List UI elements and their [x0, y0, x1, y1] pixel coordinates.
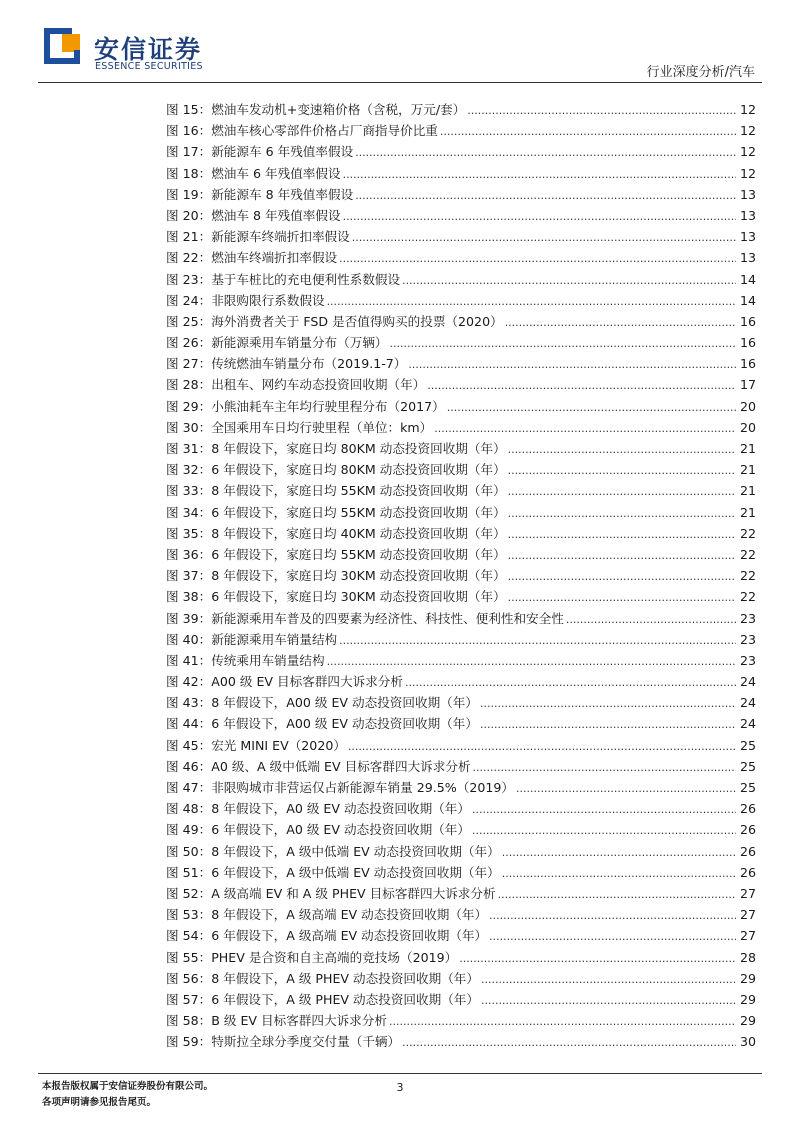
toc-entry[interactable] [166, 99, 756, 120]
dot-leader [339, 634, 736, 647]
toc-entry[interactable] [166, 226, 756, 247]
toc-entry-page: 23 [739, 610, 756, 626]
company-name-en: ESSENCE SECURITIES [95, 61, 203, 72]
toc-entry-page: 29 [739, 991, 756, 1007]
dot-leader [408, 358, 736, 371]
toc-entry[interactable] [166, 883, 756, 904]
toc-entry-label: 图 45：宏光 MINI EV（2020） [166, 737, 346, 753]
dot-leader [516, 782, 736, 795]
toc-entry[interactable] [166, 544, 756, 565]
toc-entry-page: 28 [739, 949, 756, 965]
toc-entry[interactable] [166, 989, 756, 1010]
toc-entry[interactable] [166, 459, 756, 480]
dot-leader [402, 274, 736, 287]
toc-entry[interactable] [166, 247, 756, 268]
toc-entry[interactable] [166, 925, 756, 946]
dot-leader [508, 507, 736, 520]
dot-leader [355, 189, 736, 202]
dot-leader [390, 337, 736, 350]
copyright-note: 本报告版权属于安信证券股份有限公司。 [42, 1081, 214, 1092]
dot-leader [498, 888, 736, 901]
toc-entry-page: 13 [739, 229, 756, 245]
toc-entry-label: 图 23：基于车桩比的充电便利性系数假设 [166, 271, 401, 287]
toc-entry[interactable] [166, 586, 756, 607]
report-category: 行业深度分析/汽车 [646, 65, 755, 80]
toc-entry[interactable] [166, 269, 756, 290]
toc-entry-label: 图 50：8 年假设下，A 级中低端 EV 动态投资回收期（年） [166, 843, 500, 859]
toc-entry-page: 13 [739, 250, 756, 266]
dot-leader [459, 952, 736, 965]
toc-entry-label: 图 30：全国乘用车日均行驶里程（单位：km） [166, 419, 433, 435]
dot-leader [481, 973, 736, 986]
dot-leader [402, 1036, 736, 1049]
toc-entry-label: 图 22：燃油车终端折扣率假设 [166, 250, 338, 266]
toc-entry-page: 25 [739, 780, 756, 795]
toc-entry[interactable] [166, 374, 756, 395]
toc-entry-page: 25 [739, 737, 756, 753]
dot-leader [339, 252, 736, 265]
dot-leader [327, 295, 736, 308]
toc-entry-page: 12 [739, 123, 756, 139]
toc-entry-page: 20 [739, 419, 756, 435]
toc-entry-label: 图 56：8 年假设下，A 级 PHEV 动态投资回收期（年） [166, 970, 479, 986]
dot-leader [480, 697, 736, 710]
toc-entry-label: 图 41：传统乘用车销量结构 [166, 652, 325, 668]
toc-entry[interactable] [166, 692, 756, 713]
toc-entry[interactable] [166, 968, 756, 989]
dot-leader [343, 210, 736, 223]
toc-entry-page: 22 [739, 525, 756, 541]
toc-entry-label: 图 21：新能源车终端折扣率假设 [166, 229, 350, 245]
dot-leader [473, 761, 736, 774]
toc-entry[interactable] [166, 947, 756, 968]
toc-entry-page: 29 [739, 970, 756, 986]
dot-leader [508, 443, 736, 456]
toc-entry-page: 21 [739, 483, 756, 499]
toc-entry-label: 图 51：6 年假设下，A 级中低端 EV 动态投资回收期（年） [166, 864, 500, 880]
toc-entry-page: 24 [739, 674, 756, 690]
dot-leader [508, 549, 736, 562]
toc-entry[interactable] [166, 650, 756, 671]
footer-divider [38, 1073, 762, 1074]
dot-leader [348, 740, 736, 753]
toc-entry-label: 图 29：小熊油耗车主年均行驶里程分布（2017） [166, 398, 445, 414]
toc-entry-page: 27 [739, 907, 756, 923]
toc-entry-label: 图 19：新能源车 8 年残值率假设 [166, 186, 354, 202]
dot-leader [489, 909, 736, 922]
dot-leader [508, 591, 736, 604]
toc-entry[interactable] [166, 290, 756, 311]
toc-entry-page: 26 [739, 843, 756, 859]
toc-entry[interactable] [166, 205, 756, 226]
toc-entry-label: 图 33：8 年假设下，家庭日均 55KM 动态投资回收期（年） [166, 483, 506, 499]
toc-entry-label: 图 40：新能源乘用车销量结构 [166, 631, 338, 647]
toc-entry[interactable] [166, 120, 756, 141]
dot-leader [489, 930, 736, 943]
toc-entry[interactable] [166, 798, 756, 819]
toc-entry[interactable] [166, 163, 756, 184]
toc-entry-label: 图 16：燃油车核心零部件价格占厂商指导价比重 [166, 123, 438, 139]
toc-entry-page: 24 [739, 716, 756, 732]
toc-entry[interactable] [166, 862, 756, 883]
disclaimer-note: 各项声明请参见报告尾页。 [42, 1097, 157, 1108]
toc-entry-page: 16 [739, 356, 756, 372]
toc-entry-label: 图 24：非限购限行系数假设 [166, 292, 325, 308]
toc-entry-label: 图 38：6 年假设下，家庭日均 30KM 动态投资回收期（年） [166, 589, 506, 605]
dot-leader [427, 379, 736, 392]
toc-entry-label: 图 39：新能源乘用车普及的四要素为经济性、科技性、便利性和安全性 [166, 610, 564, 626]
toc-entry-page: 23 [739, 631, 756, 647]
toc-entry[interactable] [166, 629, 756, 650]
dot-leader [447, 401, 736, 414]
toc-entry-page: 13 [739, 207, 756, 223]
toc-entry-page: 27 [739, 885, 756, 901]
toc-entry-label: 图 35：8 年假设下，家庭日均 40KM 动态投资回收期（年） [166, 525, 506, 541]
toc-entry-label: 图 46：A0 级、A 级中低端 EV 目标客群四大诉求分析 [166, 758, 471, 774]
toc-entry-page: 21 [739, 504, 756, 520]
toc-entry[interactable] [166, 417, 756, 438]
toc-entry-label: 图 54：6 年假设下，A 级高端 EV 动态投资回收期（年） [166, 928, 488, 944]
toc-entry-page: 14 [739, 271, 756, 287]
dot-leader [343, 168, 736, 181]
dot-leader [434, 422, 736, 435]
dot-leader [405, 676, 736, 689]
toc-entry-page: 27 [739, 928, 756, 944]
toc-entry-page: 12 [739, 165, 756, 181]
dot-leader [508, 570, 736, 583]
toc-entry-page: 16 [739, 313, 756, 329]
toc-entry[interactable] [166, 819, 756, 840]
dot-leader [508, 464, 736, 477]
toc-entry-page: 26 [739, 822, 756, 838]
toc-entry[interactable] [166, 141, 756, 162]
dot-leader [508, 485, 736, 498]
dot-leader [502, 867, 736, 880]
toc-entry-page: 22 [739, 546, 756, 562]
toc-entry[interactable] [166, 671, 756, 692]
toc-entry-page: 25 [739, 758, 756, 774]
toc-entry-label: 图 47：非限购城市非营运仅占新能源车销量 29.5%（2019） [166, 780, 514, 795]
toc-entry-page: 22 [739, 568, 756, 584]
company-logo [44, 28, 84, 68]
dot-leader [472, 824, 736, 837]
toc-entry[interactable] [166, 756, 756, 777]
toc-entry[interactable] [166, 438, 756, 459]
toc-entry[interactable] [166, 184, 756, 205]
company-name-cn: 安信证券 [94, 35, 203, 64]
toc-entry-label: 图 25：海外消费者关于 FSD 是否值得购买的投票（2020） [166, 313, 503, 329]
toc-entry-label: 图 18：燃油车 6 年残值率假设 [166, 165, 341, 181]
dot-leader [327, 655, 736, 668]
toc-entry[interactable] [166, 332, 756, 353]
toc-entry-label: 图 37：8 年假设下，家庭日均 30KM 动态投资回收期（年） [166, 568, 506, 584]
dot-leader [480, 718, 736, 731]
dot-leader [355, 146, 736, 159]
toc-entry-label: 图 26：新能源乘用车销量分布（万辆） [166, 335, 388, 351]
dot-leader [440, 125, 736, 138]
dot-leader [502, 846, 736, 859]
toc-entry-page: 20 [739, 398, 756, 414]
dot-leader [481, 994, 736, 1007]
header-divider [38, 82, 762, 83]
toc-entry-page: 24 [739, 695, 756, 711]
toc-entry[interactable] [166, 311, 756, 332]
toc-entry-page: 30 [739, 1034, 756, 1050]
toc-entry-label: 图 52：A 级高端 EV 和 A 级 PHEV 目标客群四大诉求分析 [166, 885, 496, 901]
toc-entry-page: 21 [739, 462, 756, 478]
figure-list [166, 99, 756, 1052]
dot-leader [472, 803, 736, 816]
toc-entry-label: 图 17：新能源车 6 年残值率假设 [166, 144, 354, 160]
toc-entry[interactable] [166, 480, 756, 501]
toc-entry[interactable] [166, 713, 756, 734]
toc-entry-label: 图 43：8 年假设下，A00 级 EV 动态投资回收期（年） [166, 695, 478, 711]
dot-leader [566, 613, 736, 626]
dot-leader [508, 528, 736, 541]
toc-entry-page: 14 [739, 292, 756, 308]
toc-entry[interactable] [166, 1031, 756, 1052]
toc-entry-page: 21 [739, 441, 756, 456]
toc-entry-label: 图 48：8 年假设下，A0 级 EV 动态投资回收期（年） [166, 801, 470, 817]
toc-entry[interactable] [166, 502, 756, 523]
toc-entry-label: 图 49：6 年假设下，A0 级 EV 动态投资回收期（年） [166, 822, 470, 838]
toc-entry-page: 12 [739, 102, 756, 117]
toc-entry-page: 26 [739, 864, 756, 880]
toc-entry-page: 26 [739, 801, 756, 817]
dot-leader [505, 316, 736, 329]
toc-entry[interactable] [166, 904, 756, 925]
toc-entry-label: 图 28：出租车、网约车动态投资回收期（年） [166, 377, 426, 393]
toc-entry-page: 29 [739, 1013, 756, 1029]
toc-entry-label: 图 32：6 年假设下，家庭日均 80KM 动态投资回收期（年） [166, 462, 506, 478]
toc-entry[interactable] [166, 735, 756, 756]
toc-entry-page: 13 [739, 186, 756, 202]
toc-entry[interactable] [166, 608, 756, 629]
toc-entry-label: 图 15：燃油车发动机+变速箱价格（含税，万元/套） [166, 102, 466, 117]
toc-entry[interactable] [166, 777, 756, 798]
toc-entry-page: 12 [739, 144, 756, 160]
toc-entry-page: 16 [739, 335, 756, 351]
toc-entry-label: 图 42：A00 级 EV 目标客群四大诉求分析 [166, 674, 403, 690]
toc-entry-label: 图 34：6 年假设下，家庭日均 55KM 动态投资回收期（年） [166, 504, 506, 520]
toc-entry[interactable] [166, 523, 756, 544]
toc-entry[interactable] [166, 353, 756, 374]
toc-entry[interactable] [166, 396, 756, 417]
page-number: 3 [396, 1081, 404, 1094]
toc-entry-label: 图 31：8 年假设下，家庭日均 80KM 动态投资回收期（年） [166, 441, 506, 456]
toc-entry-label: 图 59：特斯拉全球分季度交付量（千辆） [166, 1034, 401, 1050]
toc-entry-label: 图 27：传统燃油车销量分布（2019.1-7） [166, 356, 407, 372]
toc-entry-label: 图 44：6 年假设下，A00 级 EV 动态投资回收期（年） [166, 716, 478, 732]
toc-entry-label: 图 20：燃油车 8 年残值率假设 [166, 207, 341, 223]
dot-leader [352, 231, 736, 244]
toc-entry-label: 图 36：6 年假设下，家庭日均 55KM 动态投资回收期（年） [166, 546, 506, 562]
toc-entry[interactable] [166, 841, 756, 862]
toc-entry-page: 17 [739, 377, 756, 393]
toc-entry[interactable] [166, 565, 756, 586]
toc-entry-label: 图 57：6 年假设下，A 级 PHEV 动态投资回收期（年） [166, 991, 479, 1007]
toc-entry-page: 22 [739, 589, 756, 605]
toc-entry-page: 23 [739, 652, 756, 668]
toc-entry-label: 图 58：B 级 EV 目标客群四大诉求分析 [166, 1013, 387, 1029]
toc-entry-label: 图 55：PHEV 是合资和自主高端的竞技场（2019） [166, 949, 458, 965]
dot-leader [389, 1015, 736, 1028]
dot-leader [467, 104, 736, 117]
toc-entry[interactable] [166, 1010, 756, 1031]
toc-entry-label: 图 53：8 年假设下，A 级高端 EV 动态投资回收期（年） [166, 907, 488, 923]
